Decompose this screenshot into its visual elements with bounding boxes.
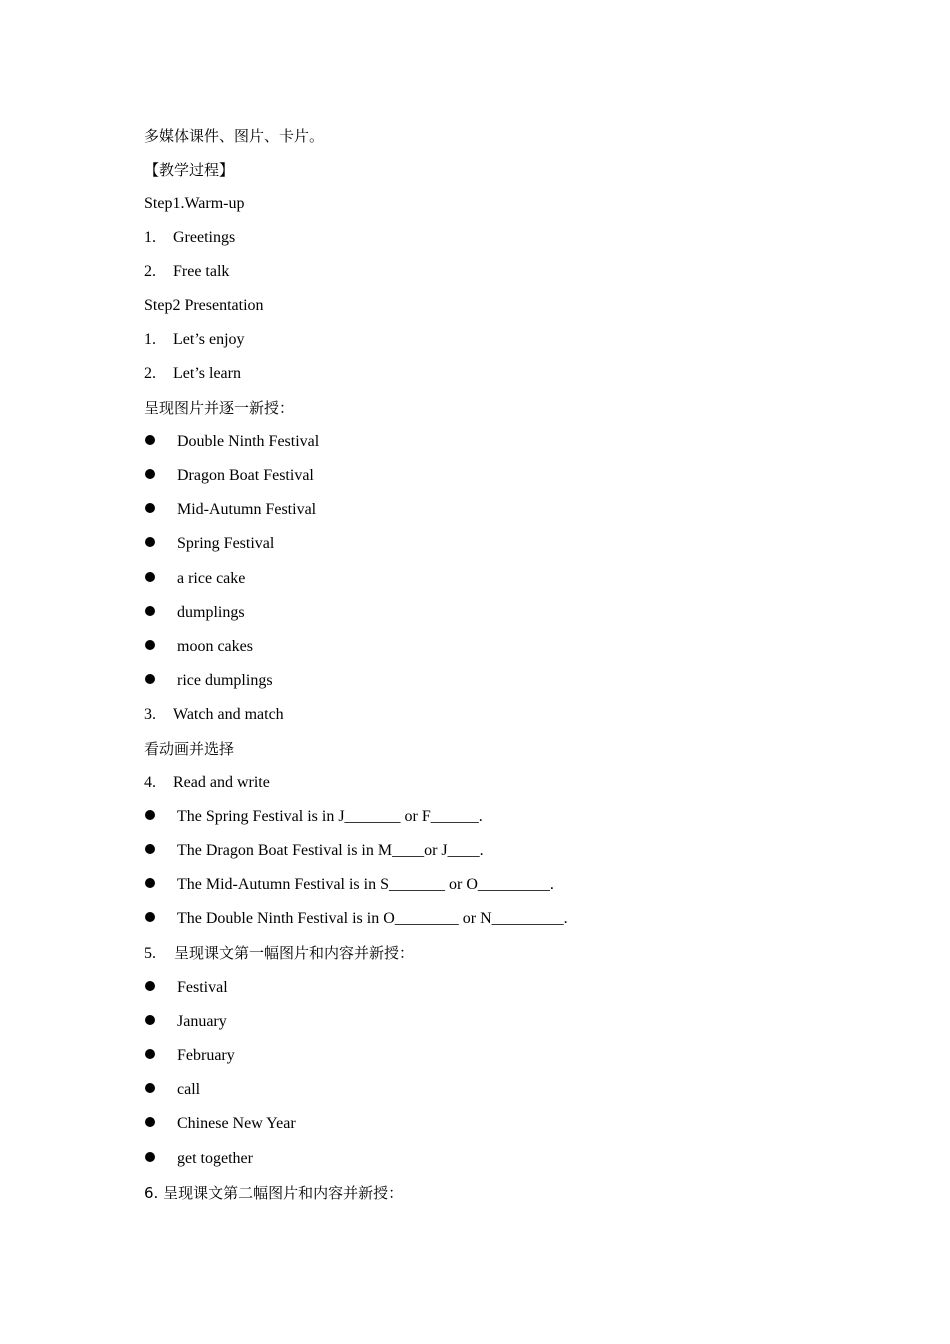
bullet-item (144, 1005, 227, 1039)
item-text: call (177, 1081, 201, 1098)
numbered-item (144, 357, 241, 391)
bullet-icon (145, 1015, 155, 1025)
instruction-line (144, 732, 234, 766)
bullet-item (144, 596, 245, 630)
bullet-icon (145, 912, 155, 922)
bullet-item (144, 800, 483, 834)
numbered-item (144, 255, 229, 289)
line-text: 【教学过程】 (144, 161, 235, 179)
item-text: The Double Ninth Festival is in O________ or N_________. (177, 910, 568, 927)
item-number: 3. (144, 706, 156, 723)
item-number: 4. (144, 774, 156, 791)
bullet-icon (145, 435, 155, 445)
section-heading-teaching-process (144, 153, 234, 187)
bullet-icon (145, 469, 155, 479)
item-text: rice dumplings (177, 672, 273, 689)
bullet-icon (145, 981, 155, 991)
item-text: moon cakes (177, 638, 253, 655)
bullet-item (144, 459, 314, 493)
bullet-icon (145, 810, 155, 820)
item-text: Dragon Boat Festival (177, 467, 314, 484)
numbered-item (144, 221, 235, 255)
item-text: get together (177, 1150, 253, 1167)
bullet-item (144, 493, 316, 527)
line-text: 看动画并选择 (144, 740, 235, 758)
numbered-item (144, 936, 414, 970)
item-text: The Mid-Autumn Festival is in S_______ or O_________. (177, 876, 554, 893)
bullet-item (144, 1107, 296, 1141)
bullet-item (144, 902, 568, 936)
step-heading-presentation (144, 289, 264, 323)
item-number: 1. (144, 229, 156, 246)
bullet-icon (145, 844, 155, 854)
bullet-icon (145, 537, 155, 547)
bullet-icon (145, 1083, 155, 1093)
bullet-icon (145, 572, 155, 582)
item-text: Festival (177, 979, 228, 996)
item-text: Free talk (173, 263, 230, 280)
numbered-item (144, 323, 245, 357)
item-number: 2. (144, 263, 156, 280)
line-text: 6. 呈现课文第二幅图片和内容并新授： (144, 1184, 404, 1202)
bullet-icon (145, 1049, 155, 1059)
item-text: Greetings (173, 229, 236, 246)
bullet-icon (145, 503, 155, 513)
item-text: January (177, 1013, 227, 1030)
bullet-item (144, 1073, 200, 1107)
bullet-item (144, 1142, 253, 1176)
item-text: Mid-Autumn Festival (177, 501, 317, 518)
item-text: Read and write (173, 774, 270, 791)
bullet-icon (145, 674, 155, 684)
line-text: Step2 Presentation (144, 297, 264, 314)
item-text: The Spring Festival is in J_______ or F______. (177, 808, 483, 825)
item-text: dumplings (177, 604, 245, 621)
item-text: Let’s enjoy (173, 331, 245, 348)
instruction-line (144, 1176, 403, 1210)
bullet-item (144, 1039, 235, 1073)
item-text: Chinese New Year (177, 1115, 296, 1132)
item-text: Spring Festival (177, 535, 275, 552)
bullet-item (144, 971, 228, 1005)
step-heading-warm-up (144, 187, 244, 221)
item-text: February (177, 1047, 235, 1064)
bullet-icon (145, 640, 155, 650)
item-number: 2. (144, 365, 156, 382)
numbered-item (144, 698, 284, 732)
bullet-icon (145, 1117, 155, 1127)
bullet-item (144, 868, 554, 902)
bullet-item (144, 834, 484, 868)
item-text: Double Ninth Festival (177, 433, 320, 450)
item-number: 5. (144, 945, 156, 962)
materials-line (144, 119, 324, 153)
bullet-item (144, 562, 245, 596)
instruction-line (144, 391, 294, 425)
item-number: 1. (144, 331, 156, 348)
bullet-item (144, 664, 273, 698)
bullet-item (144, 527, 274, 561)
item-text: 呈现课文第一幅图片和内容并新授： (174, 944, 415, 962)
line-text: Step1.Warm-up (144, 195, 245, 212)
bullet-icon (145, 1152, 155, 1162)
item-text: The Dragon Boat Festival is in M____or J____. (177, 842, 484, 859)
line-text: 多媒体课件、图片、卡片。 (144, 127, 325, 145)
item-text: a rice cake (177, 570, 246, 587)
item-text: Watch and match (173, 706, 284, 723)
bullet-icon (145, 878, 155, 888)
bullet-icon (145, 606, 155, 616)
item-text: Let’s learn (173, 365, 241, 382)
bullet-item (144, 630, 253, 664)
bullet-item (144, 425, 319, 459)
numbered-item (144, 766, 270, 800)
line-text: 呈现图片并逐一新授： (144, 399, 295, 417)
